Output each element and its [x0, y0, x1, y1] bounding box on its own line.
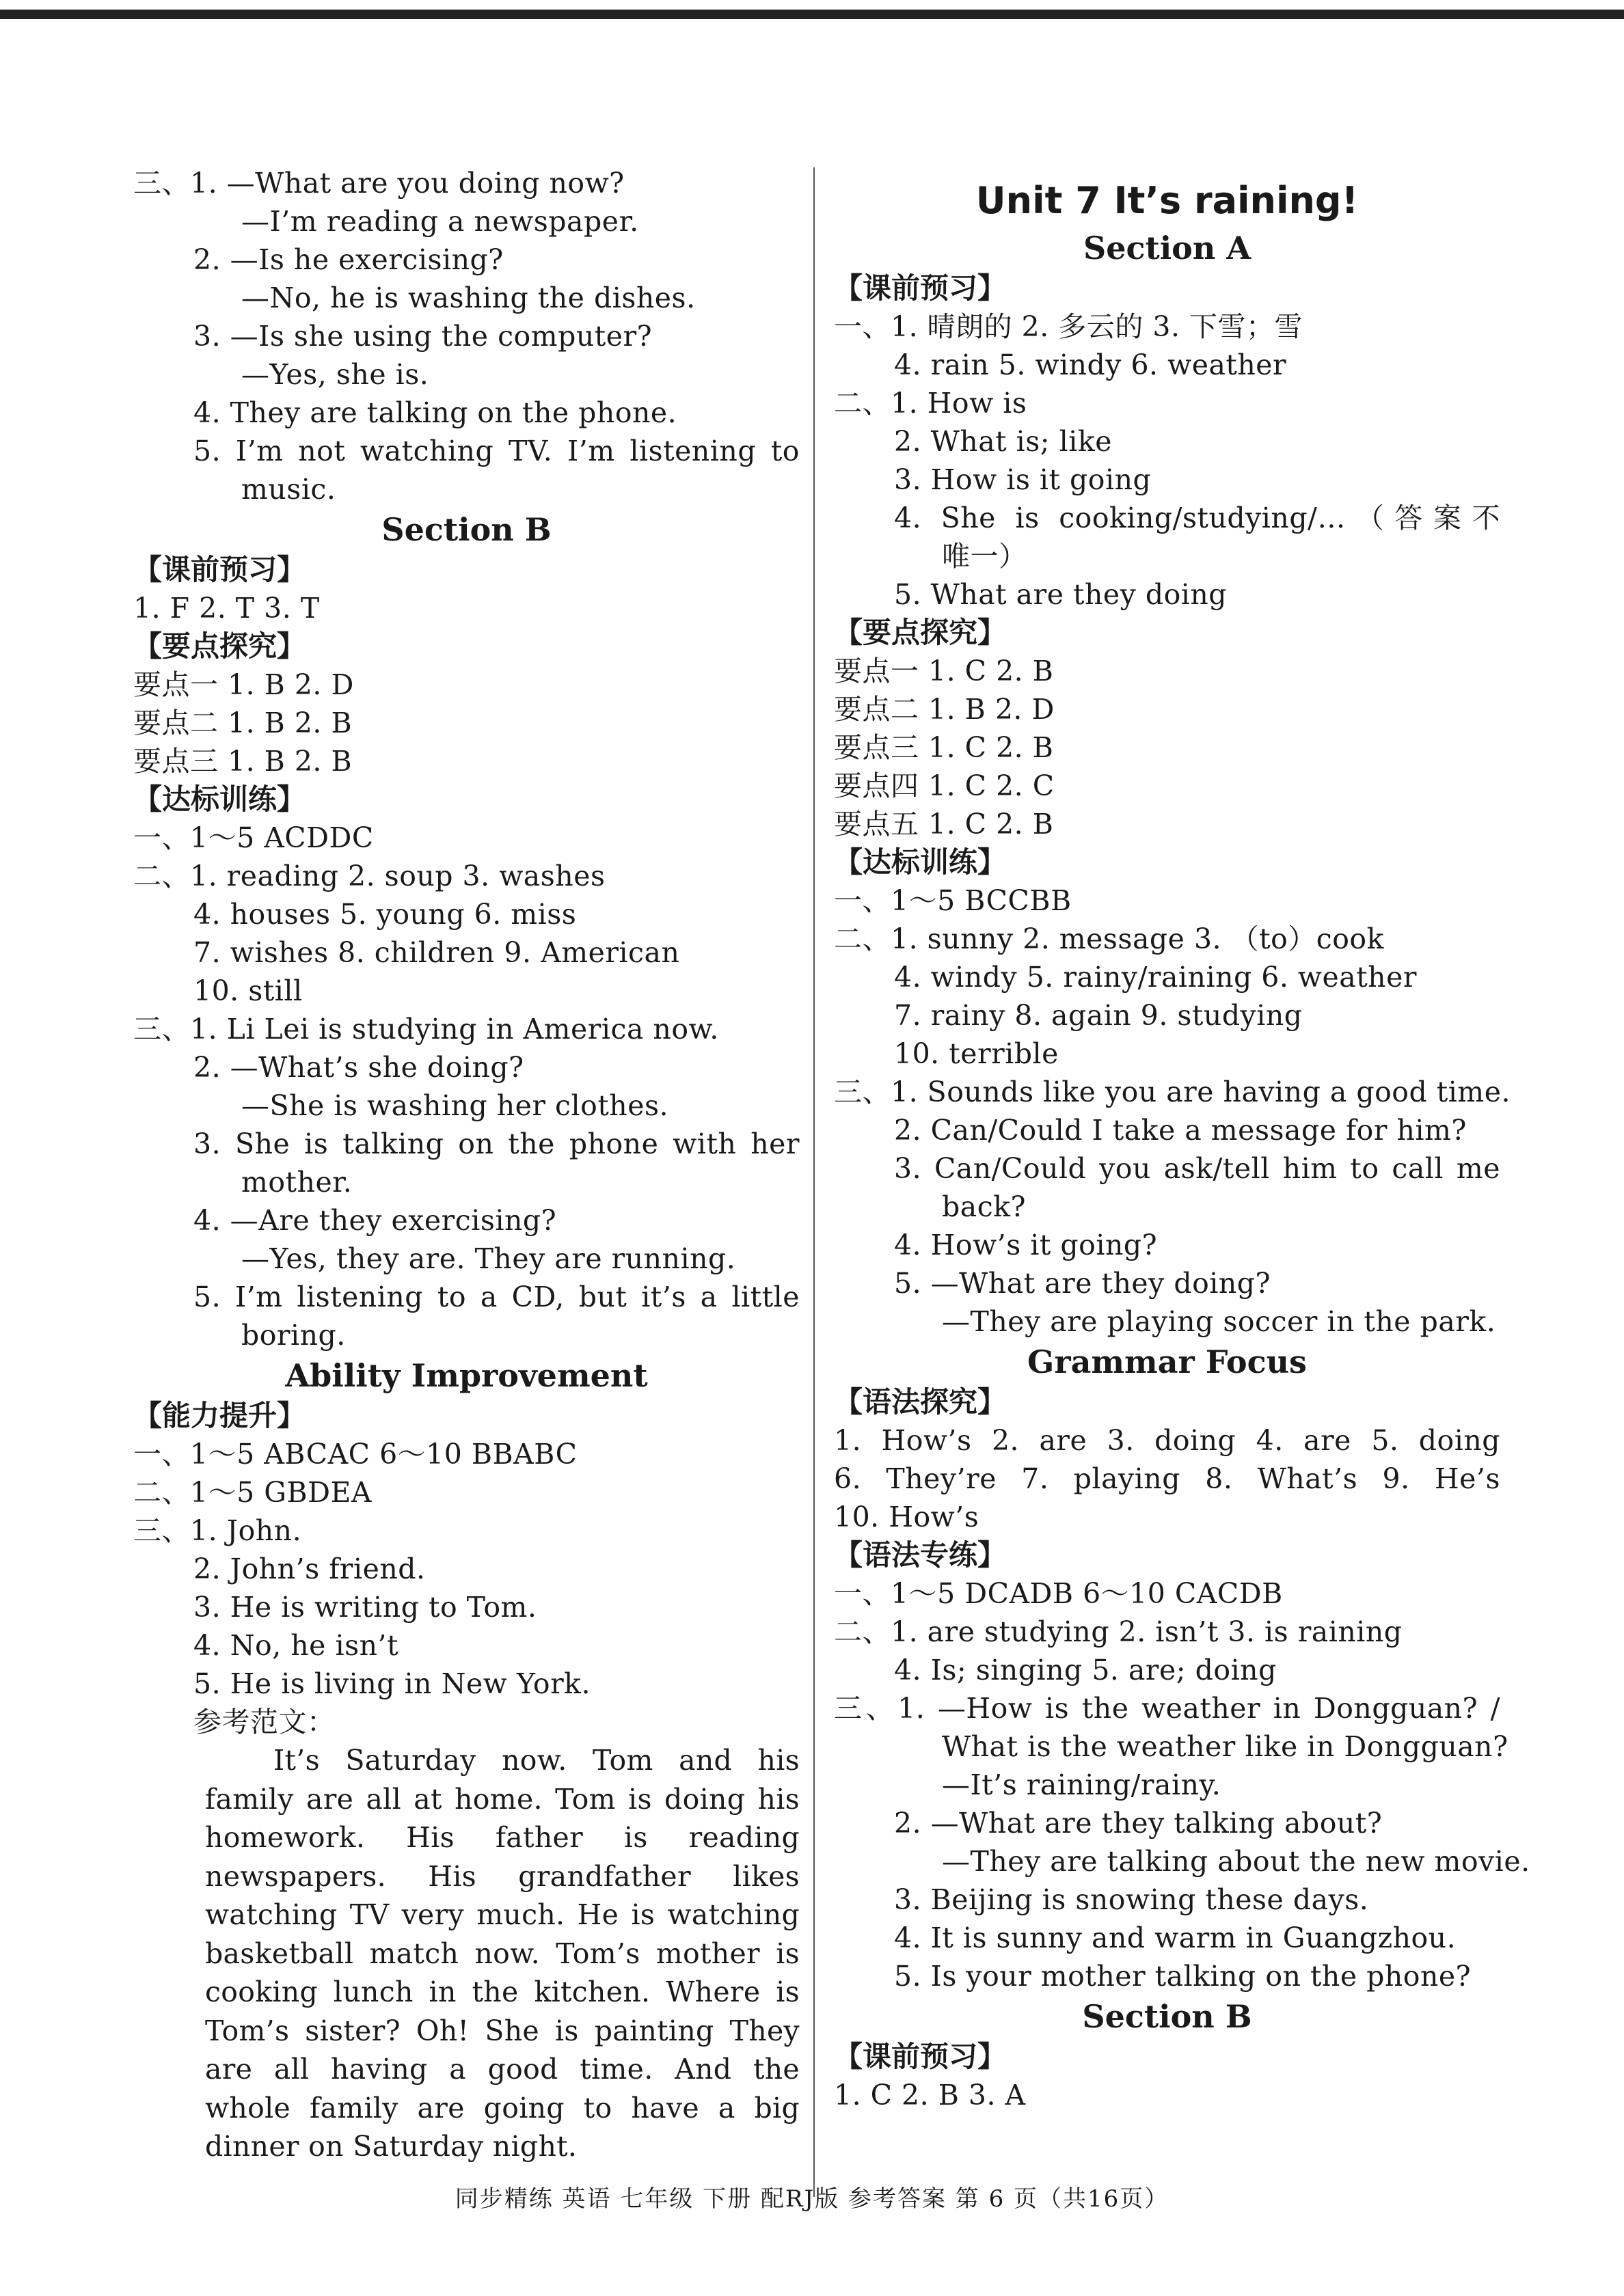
answer-line: 3. Can/Could you ask/tell him to call me	[894, 1152, 1500, 1185]
sample-essay: It’s Saturday now. Tom and his family are all at home. Tom is doing his homework. His father is reading newspapers. His grandfather likes watching TV very much. He is watching basketball match now. Tom’s mother is cooking lunch in the kitchen. Where is Tom’s sister? Oh! She is painting They are all having a good time. And the whole family are going to have a big dinner on Saturday night.	[205, 1744, 800, 2163]
answer-line: 二、1. are studying 2. isn’t 3. is raining	[834, 1615, 1403, 1648]
answer-line: 3. How is it going	[894, 463, 1152, 496]
answer-line: 2. —What’s she doing?	[193, 1051, 524, 1084]
section-heading: Grammar Focus	[1027, 1343, 1307, 1380]
answer-line: 10. still	[193, 974, 303, 1007]
answer-line: 1. F 2. T 3. T	[133, 592, 320, 625]
subsection-label: 【课前预习】	[834, 271, 1007, 305]
subsection-label: 【达标训练】	[133, 782, 306, 816]
right-column	[834, 164, 1530, 2114]
subsection-label: 【语法专练】	[834, 1538, 1007, 1572]
answer-line: 要点一 1. C 2. B	[834, 655, 1054, 687]
answer-line: 5. He is living in New York.	[193, 1667, 591, 1700]
answer-line: 2. John’s friend.	[193, 1553, 426, 1585]
answer-line: 要点二 1. B 2. D	[834, 693, 1055, 726]
unit-title: Unit 7 It’s raining!	[975, 179, 1359, 222]
section-heading: Section B	[381, 511, 552, 548]
answer-line: boring.	[241, 1319, 346, 1352]
answer-line: 7. wishes 8. children 9. American	[193, 936, 680, 969]
answer-line: 5. I’m listening to a CD, but it’s a little	[193, 1281, 800, 1313]
answer-line: 一、1～5 ACDDC	[133, 821, 374, 854]
answer-line: 一、1～5 BCCBB	[834, 884, 1072, 917]
answer-line: 要点三 1. B 2. B	[133, 745, 353, 778]
answer-line: 要点五 1. C 2. B	[834, 808, 1054, 840]
subsection-label: 【课前预习】	[834, 2040, 1007, 2073]
subsection-label: 【要点探究】	[834, 616, 1007, 649]
column-divider	[813, 167, 815, 2197]
answer-line: 4. How’s it going?	[894, 1229, 1158, 1261]
answer-line: 二、1. How is	[834, 387, 1027, 420]
answer-line: —No, he is washing the dishes.	[241, 282, 696, 314]
answer-line: back?	[942, 1190, 1026, 1223]
answer-line: music.	[241, 473, 336, 506]
answer-line: 4. —Are they exercising?	[193, 1204, 557, 1237]
answer-line: 5. —What are they doing?	[894, 1267, 1271, 1300]
answer-line: 一、1～5 ABCAC 6～10 BBABC	[133, 1438, 578, 1471]
answer-line: 4. She is cooking/studying/…（答案不	[894, 502, 1500, 534]
answer-line: —She is washing her clothes.	[241, 1089, 669, 1122]
answer-line: 2. —What are they talking about?	[894, 1807, 1383, 1840]
answer-line: 1. C 2. B 3. A	[834, 2079, 1026, 2112]
answer-line: —They are playing soccer in the park.	[942, 1305, 1496, 1338]
section-heading: Section B	[1082, 1998, 1252, 2035]
subsection-label: 【课前预习】	[133, 553, 306, 586]
answer-line: mother.	[241, 1166, 353, 1199]
answer-line: What is the weather like in Dongguan?	[942, 1730, 1508, 1763]
answer-line: 要点一 1. B 2. D	[133, 668, 354, 701]
answer-line: 要点二 1. B 2. B	[133, 707, 353, 739]
section-heading: Section A	[1083, 230, 1251, 266]
subsection-label: 【能力提升】	[133, 1399, 306, 1432]
answer-line: 4. rain 5. windy 6. weather	[894, 348, 1287, 381]
section-heading: Ability Improvement	[285, 1357, 648, 1394]
answer-line: 一、1～5 DCADB 6～10 CACDB	[834, 1577, 1283, 1610]
subsection-label: 【语法探究】	[834, 1385, 1007, 1419]
answer-line: 要点三 1. C 2. B	[834, 731, 1054, 764]
answer-line: 二、1. sunny 2. message 3. （to）cook	[834, 922, 1384, 955]
subsection-label: 【达标训练】	[834, 845, 1007, 879]
answer-line: 一、1. 晴朗的 2. 多云的 3. 下雪；雪	[834, 310, 1303, 343]
answer-line: 6. They’re 7. playing 8. What’s 9. He’s	[834, 1462, 1500, 1495]
answer-line: 10. How’s	[834, 1501, 979, 1533]
answer-line: 三、1. Sounds like you are having a good time.	[834, 1076, 1511, 1108]
answer-line: 2. What is; like	[894, 425, 1112, 458]
answer-line: 4. windy 5. rainy/raining 6. weather	[894, 961, 1417, 994]
answer-line: 7. rainy 8. again 9. studying	[894, 999, 1303, 1032]
answer-line: —I’m reading a newspaper.	[241, 205, 639, 238]
answer-line: 二、1～5 GBDEA	[133, 1476, 372, 1509]
answer-line: 5. What are they doing	[894, 578, 1228, 611]
answer-line: 2. Can/Could I take a message for him?	[894, 1114, 1467, 1147]
answer-line: 4. houses 5. young 6. miss	[193, 898, 577, 931]
answer-line: 4. They are talking on the phone.	[193, 396, 677, 429]
answer-line: 二、1. reading 2. soup 3. washes	[133, 860, 606, 892]
answer-line: 4. Is; singing 5. are; doing	[894, 1654, 1277, 1686]
answer-line: 参考范文：	[193, 1706, 336, 1738]
answer-line: 2. —Is he exercising?	[193, 243, 504, 276]
answer-line: 3. She is talking on the phone with her	[193, 1128, 800, 1160]
answer-line: 1. How’s 2. are 3. doing 4. are 5. doing	[834, 1424, 1500, 1457]
answer-line: 3. He is writing to Tom.	[193, 1591, 537, 1624]
answer-line: —They are talking about the new movie.	[942, 1845, 1530, 1878]
answer-line: 唯一）	[942, 540, 1027, 573]
answer-line: —Yes, she is.	[241, 358, 429, 391]
answer-line: —It’s raining/rainy.	[942, 1768, 1221, 1801]
answer-line: 三、1. John.	[133, 1514, 302, 1547]
answer-line: 3. —Is she using the computer?	[193, 320, 653, 353]
answer-line: 5. Is your mother talking on the phone?	[894, 1960, 1472, 1993]
answer-line: 三、1. —How is the weather in Dongguan? /	[834, 1692, 1500, 1725]
left-column	[133, 164, 800, 2166]
answer-line: 10. terrible	[894, 1037, 1059, 1070]
subsection-label: 【要点探究】	[133, 629, 306, 663]
answer-line: 5. I’m not watching TV. I’m listening to	[193, 435, 800, 467]
answer-line: —Yes, they are. They are running.	[241, 1242, 736, 1275]
answer-line: 4. It is sunny and warm in Guangzhou.	[894, 1922, 1457, 1954]
answer-line: 三、1. Li Lei is studying in America now.	[133, 1013, 719, 1046]
answer-line: 三、1. —What are you doing now?	[133, 167, 625, 200]
answer-line: 3. Beijing is snowing these days.	[894, 1883, 1369, 1916]
answer-line: 4. No, he isn’t	[193, 1629, 399, 1662]
top-rule	[0, 10, 1624, 19]
page-footer: 同步精练 英语 七年级 下册 配RJ版 参考答案 第 6 页（共16页）	[455, 2185, 1169, 2213]
answer-line: 要点四 1. C 2. C	[834, 769, 1055, 802]
